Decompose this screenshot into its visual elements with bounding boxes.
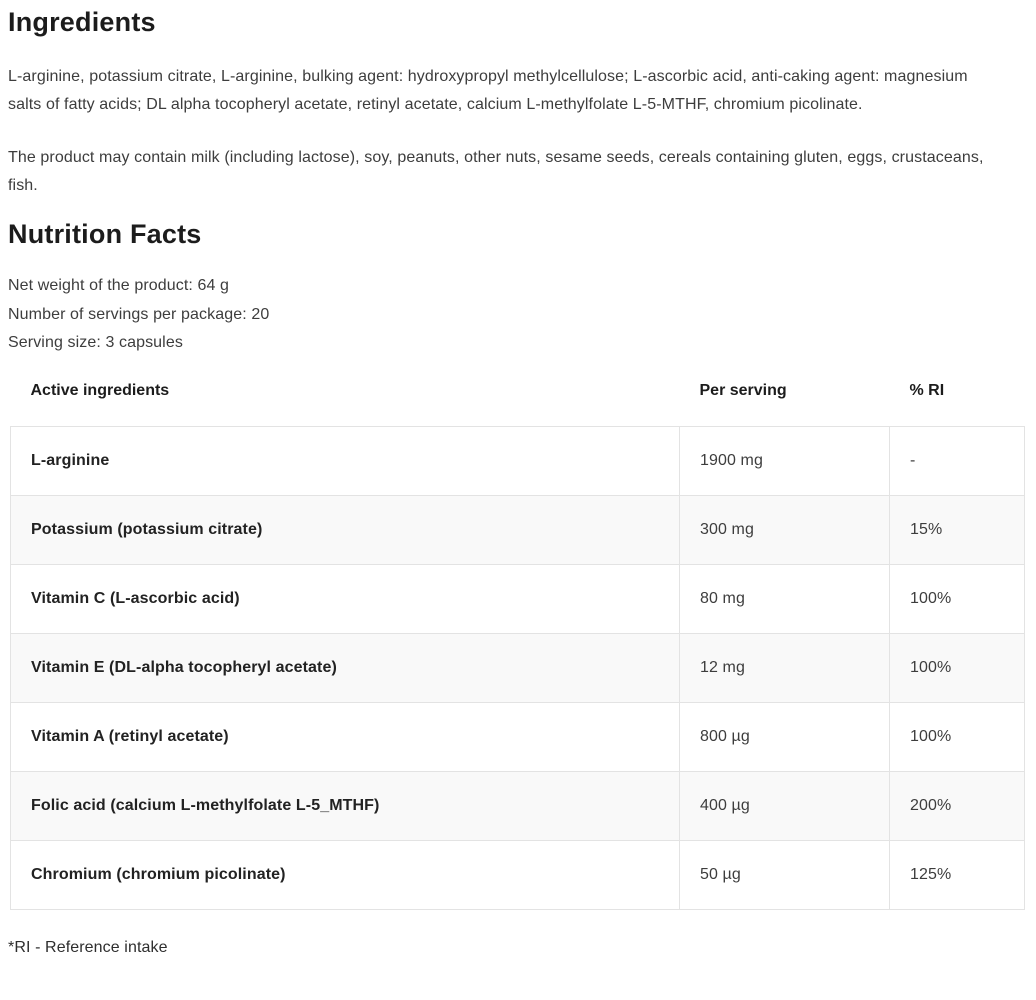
ri-cell: 15%	[890, 495, 1025, 564]
table-header-per-serving: Per serving	[680, 378, 890, 427]
nutrition-facts-heading: Nutrition Facts	[8, 219, 202, 249]
ri-cell: 200%	[890, 771, 1025, 840]
per-serving-cell: 50 µg	[680, 840, 890, 909]
serving-info-block	[8, 272, 1028, 358]
ingredient-name-cell: Potassium (potassium citrate)	[11, 495, 680, 564]
ri-cell: 125%	[890, 840, 1025, 909]
ingredient-name-cell: Folic acid (calcium L-methylfolate L-5_MTHF)	[11, 771, 680, 840]
net-weight-line: Net weight of the product: 64 g	[8, 277, 230, 294]
table-row	[11, 495, 1025, 564]
ri-cell: -	[890, 426, 1025, 495]
table-header-active-ingredients: Active ingredients	[11, 378, 680, 427]
ri-cell: 100%	[890, 564, 1025, 633]
ri-cell: 100%	[890, 633, 1025, 702]
ri-footnote: *RI - Reference intake	[8, 938, 168, 956]
ingredient-name-cell: Chromium (chromium picolinate)	[11, 840, 680, 909]
ingredients-heading: Ingredients	[8, 7, 156, 37]
table-row	[11, 564, 1025, 633]
per-serving-cell: 12 mg	[680, 633, 890, 702]
per-serving-cell: 80 mg	[680, 564, 890, 633]
ingredient-name-cell: Vitamin C (L-ascorbic acid)	[11, 564, 680, 633]
ingredient-name-cell: L-arginine	[11, 426, 680, 495]
ri-cell: 100%	[890, 702, 1025, 771]
allergen-paragraph: The product may contain milk (including lactose), soy, peanuts, other nuts, sesame seeds, cereals containing gluten, eggs, crustaceans, fish.	[8, 149, 984, 194]
table-header-row	[11, 378, 1025, 427]
per-serving-cell: 1900 mg	[680, 426, 890, 495]
servings-per-package-line: Number of servings per package: 20	[8, 305, 270, 323]
table-header-ri: % RI	[890, 378, 1025, 427]
ingredients-paragraph: L-arginine, potassium citrate, L-arginine, bulking agent: hydroxypropyl methylcellulose; L-ascorbic acid, anti-caking agent: magnesium salts of fatty acids; DL alpha tocopheryl acetate, retinyl acetate, calcium L-methylfolate L-5-MTHF, chromium picolinate.	[8, 68, 968, 113]
ingredient-name-cell: Vitamin E (DL-alpha tocopheryl acetate)	[11, 633, 680, 702]
table-row	[11, 771, 1025, 840]
table-row	[11, 633, 1025, 702]
per-serving-cell: 800 µg	[680, 702, 890, 771]
table-row	[11, 702, 1025, 771]
serving-size-line: Serving size: 3 capsules	[8, 334, 183, 351]
ingredient-name-cell: Vitamin A (retinyl acetate)	[11, 702, 680, 771]
nutrition-table	[10, 378, 1025, 910]
table-row	[11, 840, 1025, 909]
table-row	[11, 426, 1025, 495]
per-serving-cell: 400 µg	[680, 771, 890, 840]
per-serving-cell: 300 mg	[680, 495, 890, 564]
